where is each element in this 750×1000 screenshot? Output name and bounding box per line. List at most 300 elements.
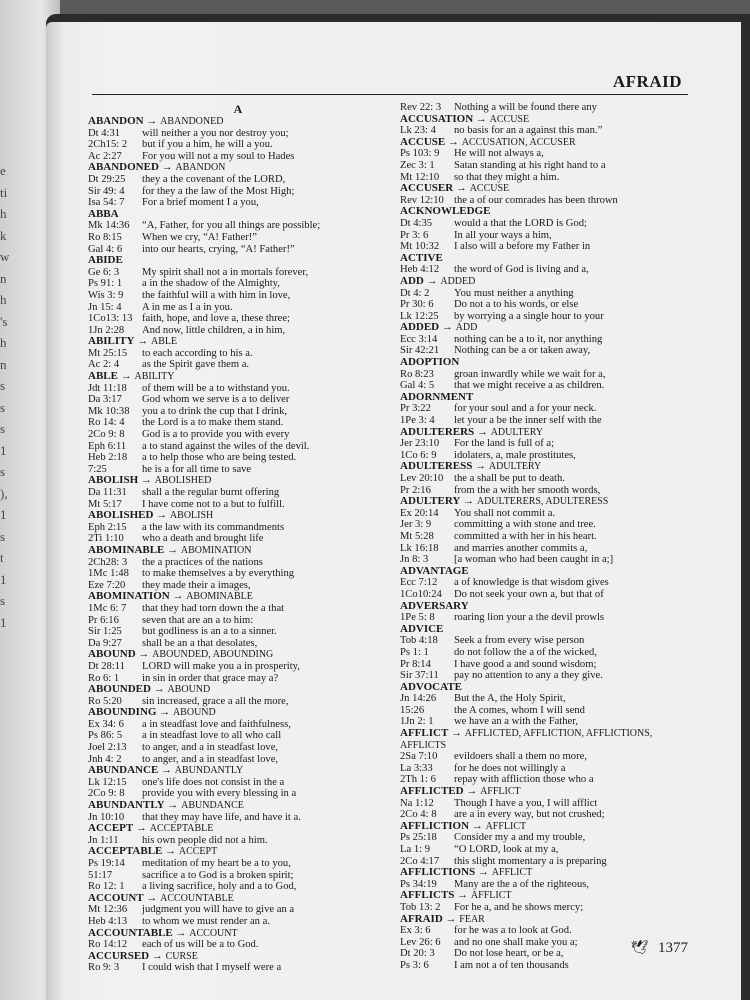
verse-excerpt: committing a with stone and tree.	[454, 519, 596, 531]
headword	[88, 162, 388, 174]
verse-citation: Eph 2:15	[88, 521, 127, 533]
verse-excerpt: Consider my a and my trouble,	[454, 832, 586, 844]
verse-excerpt: Do not seek your own a, but that of	[454, 588, 604, 600]
reference-line	[88, 139, 388, 151]
reference-line	[400, 473, 690, 485]
headword-text: ACTIVE	[400, 251, 443, 264]
reference-line	[400, 148, 690, 160]
verse-excerpt: but if you a him, he will a you.	[142, 139, 273, 151]
verse-citation: Ac 2: 4	[88, 359, 120, 371]
cross-reference: CURSE	[165, 950, 198, 962]
verse-excerpt: from the a with her smooth words,	[454, 484, 601, 496]
verse-excerpt: and no one shall make you a;	[454, 936, 578, 948]
verse-citation: 1Jn 2: 1	[400, 716, 434, 728]
verse-citation: Sir 49: 4	[88, 185, 125, 197]
verse-excerpt: [a woman who had been caught in a;]	[454, 554, 614, 566]
verse-excerpt: God is a to provide you with every	[142, 429, 290, 441]
verse-excerpt: a to stand against the wiles of the devil.	[142, 440, 310, 452]
reference-line	[88, 858, 388, 870]
headword	[88, 255, 388, 267]
verse-citation: Heb 2:18	[88, 452, 128, 464]
verse-excerpt: meditation of my heart be a to you,	[142, 858, 291, 869]
headword	[88, 765, 388, 777]
adjacent-page-fragment: s	[0, 421, 6, 436]
cross-reference: FEAR	[459, 913, 485, 925]
cross-reference-arrow-icon: →	[439, 321, 456, 334]
verse-excerpt: into our hearts, crying, “A! Father!”	[142, 243, 295, 255]
verse-citation: 2Co 4:17	[400, 855, 440, 867]
verse-excerpt: provide you with every blessing in a	[142, 788, 297, 800]
verse-excerpt: For he a, and he shows mercy;	[454, 901, 584, 913]
reference-line	[400, 960, 690, 972]
cross-reference: AFFLICTED, AFFLICTION, AFFLICTIONS, AFFLICTS	[400, 728, 653, 751]
verse-excerpt: For a brief moment I a you,	[142, 197, 259, 209]
verse-citation: 2Co 4: 8	[400, 809, 437, 821]
verse-citation: Dt 4: 2	[400, 287, 430, 299]
verse-excerpt: in sin in order that grace may a?	[142, 672, 279, 684]
reference-line	[88, 417, 388, 429]
verse-citation: Pr 3: 6	[400, 229, 429, 241]
verse-excerpt: I am not a of ten thousands	[454, 959, 569, 971]
verse-citation: Ro 5:20	[88, 695, 122, 707]
verse-citation: Jer 23:10	[400, 438, 440, 450]
verse-excerpt: and marries another commits a,	[454, 542, 588, 554]
verse-citation: Ro 6: 1	[88, 672, 120, 684]
verse-citation: Heb 4:13	[88, 915, 128, 927]
verse-excerpt: God whom we serve is a to deliver	[142, 394, 290, 406]
verse-citation: Pr 6:16	[88, 614, 119, 626]
verse-citation: Ex 3: 6	[400, 925, 431, 937]
verse-excerpt: for your soul and a for your neck.	[454, 403, 597, 415]
verse-excerpt: to anger, and a in steadfast love,	[142, 753, 279, 765]
verse-excerpt: In all your ways a him,	[454, 229, 552, 241]
headword-text: ABBA	[88, 207, 119, 220]
verse-citation: Rev 22: 3	[400, 102, 442, 113]
verse-excerpt: for he does not willingly a	[454, 762, 566, 774]
verse-citation: 1Co13: 13	[88, 313, 133, 325]
reference-line	[400, 659, 690, 671]
reference-line	[88, 186, 388, 198]
cross-reference: ABOMINATION	[180, 544, 252, 556]
headword-text: ACKNOWLEDGE	[400, 205, 491, 218]
verse-excerpt: they made their a images,	[142, 579, 251, 591]
verse-citation: Jn 15: 4	[88, 301, 122, 313]
cross-reference-arrow-icon: →	[172, 926, 190, 939]
verse-citation: 7:25	[88, 463, 107, 475]
headword	[400, 357, 690, 369]
reference-line	[88, 777, 388, 789]
adjacent-page-fragment: 1	[0, 507, 7, 522]
cross-reference: ABUNDANCE	[181, 800, 244, 812]
verse-citation: Da 3:17	[88, 394, 122, 406]
reference-line	[88, 661, 388, 673]
cross-reference-arrow-icon: →	[453, 182, 470, 195]
verse-excerpt: who a death and brought life	[142, 533, 264, 545]
reference-line	[88, 568, 388, 580]
cross-reference: ACCOUNTABLE	[160, 892, 234, 904]
verse-excerpt: but godliness is an a to a sinner.	[142, 626, 277, 638]
verse-excerpt: the faithful will a with him in love,	[142, 289, 291, 301]
verse-excerpt: judgment you will have to give an a	[142, 904, 295, 916]
reference-line	[88, 302, 388, 314]
verse-citation: Pr 3:22	[400, 403, 431, 415]
headword-text: ABILITY	[88, 335, 135, 348]
adjacent-page-fragment: 's	[0, 313, 8, 329]
verse-excerpt: the A comes, whom I will send	[454, 704, 585, 716]
verse-citation: Mt 25:15	[88, 347, 128, 359]
cross-reference-arrow-icon: →	[460, 495, 477, 508]
headword	[400, 392, 690, 404]
headword-text: ADVICE	[400, 622, 444, 635]
verse-citation: Ecc 3:14	[400, 333, 438, 345]
cross-reference: ABANDONED	[160, 116, 224, 127]
verse-excerpt: faith, hope, and love a, these three;	[142, 313, 290, 325]
verse-citation: Dt 20: 3	[400, 948, 435, 960]
verse-citation: Dt 4:35	[400, 217, 433, 229]
verse-excerpt: shall be an a that desolates,	[142, 637, 258, 649]
verse-citation: 51:17	[88, 869, 113, 881]
right-column	[400, 102, 690, 972]
headword-text: AFFLICTS	[400, 889, 455, 902]
headword-text: ACCURSED	[88, 949, 150, 962]
verse-excerpt: nothing can be a to it, nor anything	[454, 333, 603, 345]
headword	[88, 591, 388, 603]
cross-reference: ADDED	[440, 275, 476, 287]
verse-excerpt: that they had torn down the a that	[142, 602, 285, 614]
reference-line	[400, 334, 690, 346]
cross-reference-arrow-icon: →	[117, 370, 135, 383]
verse-citation: Heb 4:12	[400, 264, 440, 276]
verse-citation: Ro 8:23	[400, 368, 434, 380]
verse-citation: 2Th 1: 6	[400, 774, 436, 786]
verse-excerpt: he is a for all time to save	[142, 463, 252, 475]
cross-reference: ABLE	[150, 336, 178, 348]
headword-text: ABOUND	[88, 648, 136, 661]
verse-citation: Jdt 11:18	[88, 382, 127, 394]
headword-text: ABOLISH	[88, 474, 139, 487]
verse-excerpt: sacrifice a to God is a broken spirit;	[142, 869, 294, 881]
verse-excerpt: let your a be the inner self with the	[454, 415, 602, 427]
reference-line	[88, 962, 388, 974]
adjacent-page-fragment: 1	[0, 614, 7, 630]
verse-citation: Ac 2:27	[88, 150, 122, 162]
verse-excerpt: a the law with its commandments	[142, 521, 285, 533]
reference-line	[88, 232, 388, 244]
verse-excerpt: no basis for an a against this man.”	[454, 125, 603, 137]
verse-excerpt: shall a the regular burnt offering	[142, 487, 280, 498]
adjacent-page-fragment: e	[0, 163, 6, 178]
headword-text: AFRAID	[400, 912, 443, 925]
headword-text: ADD	[400, 274, 424, 287]
reference-line	[88, 730, 388, 742]
verse-citation: Zec 3: 1	[400, 159, 435, 171]
adjacent-page-fragment: s	[0, 399, 6, 415]
headword-text: ABOMINATION	[88, 590, 170, 603]
verse-citation: 15:26	[400, 704, 425, 716]
verse-excerpt: by worrying a a single hour to your	[454, 310, 604, 322]
cross-reference: ACCEPT	[178, 846, 218, 858]
headword-text: ADOPTION	[400, 356, 460, 369]
reference-line	[88, 870, 388, 882]
cross-reference-arrow-icon: →	[138, 474, 155, 487]
headword	[400, 114, 690, 126]
verse-excerpt: Nothing a will be found there any	[454, 102, 597, 113]
page-footer	[630, 940, 688, 957]
verse-citation: Lev 20:10	[400, 473, 444, 484]
headword-text: ACCEPTABLE	[88, 845, 163, 858]
verse-citation: Eph 6:11	[88, 440, 127, 452]
verse-excerpt: Nothing can be a or taken away,	[454, 345, 591, 357]
verse-excerpt: sin increased, grace a all the more,	[142, 695, 289, 707]
reference-line	[88, 313, 388, 325]
reference-line	[400, 230, 690, 242]
headword	[400, 276, 690, 288]
headword-text: ABUNDANCE	[88, 764, 159, 777]
verse-excerpt: for they a the law of the Most High;	[142, 185, 295, 197]
verse-citation: Dt 28:11	[88, 660, 125, 672]
adjacent-page-fragment: n	[0, 270, 7, 286]
verse-excerpt: pay no attention to any a they give.	[454, 670, 603, 682]
verse-excerpt: Do not a to his words, or else	[454, 299, 579, 311]
verse-excerpt: repay with affliction those who a	[454, 774, 594, 786]
verse-excerpt: to whom we must render an a.	[142, 915, 270, 927]
reference-line	[88, 429, 388, 441]
verse-excerpt: a in steadfast love to all who call	[142, 730, 282, 742]
reference-line	[400, 693, 690, 705]
verse-citation: Sir 37:11	[400, 670, 439, 682]
running-head: AFRAID	[612, 72, 682, 91]
dove-icon: 🕊	[630, 941, 649, 956]
cross-reference-arrow-icon: →	[442, 912, 460, 925]
verse-citation: 2Ch28: 3	[88, 556, 128, 568]
verse-excerpt: He will not always a,	[454, 148, 544, 160]
verse-excerpt: they a the covenant of the LORD,	[142, 173, 286, 185]
headword-text: AFFLICT	[400, 727, 449, 740]
cross-reference: ABOLISHED	[154, 475, 212, 487]
verse-citation: Ps 103: 9	[400, 148, 440, 160]
verse-excerpt: For the land is full of a;	[454, 438, 555, 450]
reference-line	[88, 742, 388, 754]
reference-line	[400, 647, 690, 659]
verse-citation: Isa 54: 7	[88, 197, 125, 209]
reference-line	[88, 522, 388, 534]
verse-excerpt: will neither a you nor destroy you;	[142, 127, 289, 139]
verse-excerpt: are a in every way, but not crushed;	[454, 809, 605, 821]
headword	[88, 649, 388, 661]
verse-citation: Mt 5:17	[88, 498, 122, 510]
verse-excerpt: the Lord is a to make them stand.	[142, 417, 284, 429]
cross-reference: ABILITY	[134, 371, 175, 383]
verse-excerpt: the a practices of the nations	[142, 556, 263, 568]
verse-excerpt: For you will not a my soul to Hades	[142, 150, 295, 162]
verse-excerpt: LORD will make you a in prosperity,	[142, 660, 300, 672]
reference-line	[400, 288, 690, 300]
verse-excerpt: evildoers shall a them no more,	[454, 751, 587, 763]
reference-line	[400, 264, 690, 276]
cross-reference-arrow-icon: →	[454, 889, 471, 902]
verse-citation: Ex 20:14	[400, 507, 439, 519]
cross-reference: ACCEPTABLE	[149, 823, 214, 835]
verse-excerpt: the word of God is living and a,	[454, 264, 589, 276]
verse-excerpt: groan inwardly while we wait for a,	[454, 368, 606, 380]
adjacent-page-fragment: ),	[0, 485, 8, 501]
headword-text: ABANDON	[88, 115, 144, 127]
cross-reference: ABOMINABLE	[186, 591, 253, 603]
reference-line	[400, 160, 690, 172]
verse-citation: 2Ch15: 2	[88, 139, 128, 151]
cross-reference-arrow-icon: →	[475, 866, 492, 879]
headword	[400, 914, 690, 926]
cross-reference: AFFLICT	[480, 786, 521, 798]
verse-citation: Da 9:27	[88, 637, 122, 649]
reference-line	[88, 267, 388, 279]
cross-reference-arrow-icon: →	[143, 115, 161, 127]
headword-text: ABOUNDING	[88, 706, 157, 719]
headword-text: ADVANTAGE	[400, 564, 469, 577]
headword-text: AFFLICTIONS	[400, 866, 476, 879]
adjacent-page-fragment: s	[0, 464, 6, 479]
verse-citation: Pr 2:16	[400, 484, 431, 496]
verse-citation: 2Sa 7:10	[400, 751, 438, 763]
verse-citation: Jn 1:11	[88, 834, 119, 846]
verse-citation: Lk 12:15	[88, 776, 127, 788]
headword	[88, 951, 388, 963]
verse-excerpt: a in the shadow of the Almighty,	[142, 278, 280, 290]
verse-excerpt: Though I have a you, I will afflict	[454, 797, 598, 809]
cross-reference-arrow-icon: →	[158, 161, 176, 174]
verse-citation: Lk 12:25	[400, 310, 439, 322]
cross-reference-arrow-icon: →	[474, 425, 491, 438]
adjacent-page-fragment: h	[0, 292, 7, 307]
verse-excerpt: idolaters, a, male prostitutes,	[454, 449, 576, 461]
verse-excerpt: My spirit shall not a in mortals forever,	[142, 266, 309, 278]
verse-citation: Ps 19:14	[88, 858, 125, 869]
verse-excerpt: a living sacrifice, holy and a to God,	[142, 881, 297, 893]
verse-citation: Ps 25:18	[400, 832, 437, 844]
verse-citation: Pr 8:14	[400, 658, 431, 670]
verse-citation: Ps 86: 5	[88, 730, 123, 742]
verse-excerpt: to each according to his a.	[142, 347, 253, 359]
verse-excerpt: committed a with her in his heart.	[454, 530, 597, 542]
reference-line	[400, 218, 690, 230]
cross-reference: ACCUSATION, ACCUSER	[461, 136, 576, 148]
headword-text: ABUNDANTLY	[88, 799, 165, 812]
verse-citation: Ps 34:19	[400, 878, 437, 890]
reference-line	[88, 904, 388, 916]
adjacent-page-fragment: 1	[0, 442, 7, 458]
adjacent-page-fragment: h	[0, 335, 7, 350]
verse-citation: Tob 13: 2	[400, 901, 441, 913]
verse-citation: 2Ti 1:10	[88, 533, 124, 545]
headword	[400, 183, 690, 195]
headword-text: ACCUSE	[400, 135, 446, 148]
verse-citation: Ro 12: 1	[88, 881, 125, 893]
adjacent-page-fragment: s	[0, 593, 6, 608]
headword	[88, 893, 388, 905]
headword-text: AFFLICTION	[400, 819, 470, 832]
verse-excerpt: would a that the LORD is God;	[454, 217, 587, 229]
headword	[88, 336, 388, 348]
header-rule	[92, 94, 688, 95]
cross-reference: ABOUND	[172, 707, 216, 719]
reference-line	[88, 383, 388, 395]
verse-citation: 1Jn 2:28	[88, 324, 125, 336]
headword	[400, 890, 690, 902]
headword-text: ADULTERESS	[400, 460, 473, 473]
headword	[88, 684, 388, 696]
verse-citation: 1Mc 1:48	[88, 568, 129, 580]
verse-citation: Ro 14:12	[88, 939, 128, 951]
reference-line	[400, 763, 690, 775]
verse-citation: Dt 29:25	[88, 173, 126, 185]
verse-citation: Lk 16:18	[400, 542, 439, 554]
adjacent-page-fragment: s	[0, 528, 6, 544]
verse-citation: Ro 14: 4	[88, 417, 125, 429]
reference-line	[400, 635, 690, 647]
verse-excerpt: to make themselves a by everything	[142, 568, 295, 580]
reference-line	[400, 925, 690, 937]
verse-citation: Mt 12:36	[88, 904, 128, 916]
verse-excerpt: a of knowledge is that wisdom gives	[454, 577, 609, 589]
verse-citation: Ps 1: 1	[400, 646, 429, 658]
reference-line	[400, 438, 690, 450]
cross-reference-arrow-icon: →	[162, 845, 179, 858]
reference-line	[88, 452, 388, 464]
headword-text: ADDED	[400, 321, 440, 334]
verse-excerpt: I have come not to a but to fulfill.	[142, 498, 285, 510]
adjacent-page-fragment: ti	[0, 184, 8, 200]
verse-excerpt: You must neither a anything	[454, 287, 574, 299]
verse-excerpt: the a shall be put to death.	[454, 473, 565, 484]
reference-line	[400, 519, 690, 531]
verse-citation: Mt 12:10	[400, 171, 440, 183]
headword	[88, 707, 388, 719]
headword	[400, 461, 690, 473]
headword-text: ADULTERY	[400, 495, 461, 508]
verse-citation: Rev 12:10	[400, 194, 444, 206]
reference-line	[400, 798, 690, 810]
verse-citation: Lk 23: 4	[400, 125, 436, 137]
adjacent-page-fragment: w	[0, 249, 10, 264]
verse-excerpt: I could wish that I myself were a	[142, 962, 282, 974]
verse-citation: Na 1:12	[400, 797, 434, 809]
adjacent-page-fragment: h	[0, 206, 7, 221]
headword-text: ABANDONED	[88, 161, 159, 174]
cross-reference-arrow-icon: →	[149, 949, 166, 962]
reference-line	[400, 531, 690, 543]
verse-excerpt: Many are the a of the righteous,	[454, 878, 590, 890]
verse-excerpt: one's life does not consist in the a	[142, 776, 285, 788]
headword-text: ABOLISHED	[88, 509, 154, 522]
cross-reference: ADULTERY	[490, 426, 544, 438]
verse-excerpt: I also will a before my Father in	[454, 241, 591, 253]
verse-excerpt: I have good a and sound wisdom;	[454, 658, 597, 670]
verse-citation: Ecc 7:12	[400, 577, 438, 589]
verse-citation: Ps 3: 6	[400, 959, 429, 971]
reference-line	[400, 832, 690, 844]
verse-citation: 1Pe 5: 8	[400, 612, 435, 624]
cross-reference: AFFLICT	[491, 867, 533, 879]
reference-line	[88, 719, 388, 731]
headword-text: ABIDE	[88, 254, 123, 267]
cross-reference-arrow-icon: →	[448, 727, 465, 740]
reference-line	[88, 244, 388, 256]
reference-line	[88, 394, 388, 406]
verse-excerpt: for he was a to look at God.	[454, 925, 572, 937]
verse-citation: Eze 7:20	[88, 579, 126, 591]
headword	[88, 510, 388, 522]
verse-excerpt: a to help those who are being tested.	[142, 452, 297, 464]
